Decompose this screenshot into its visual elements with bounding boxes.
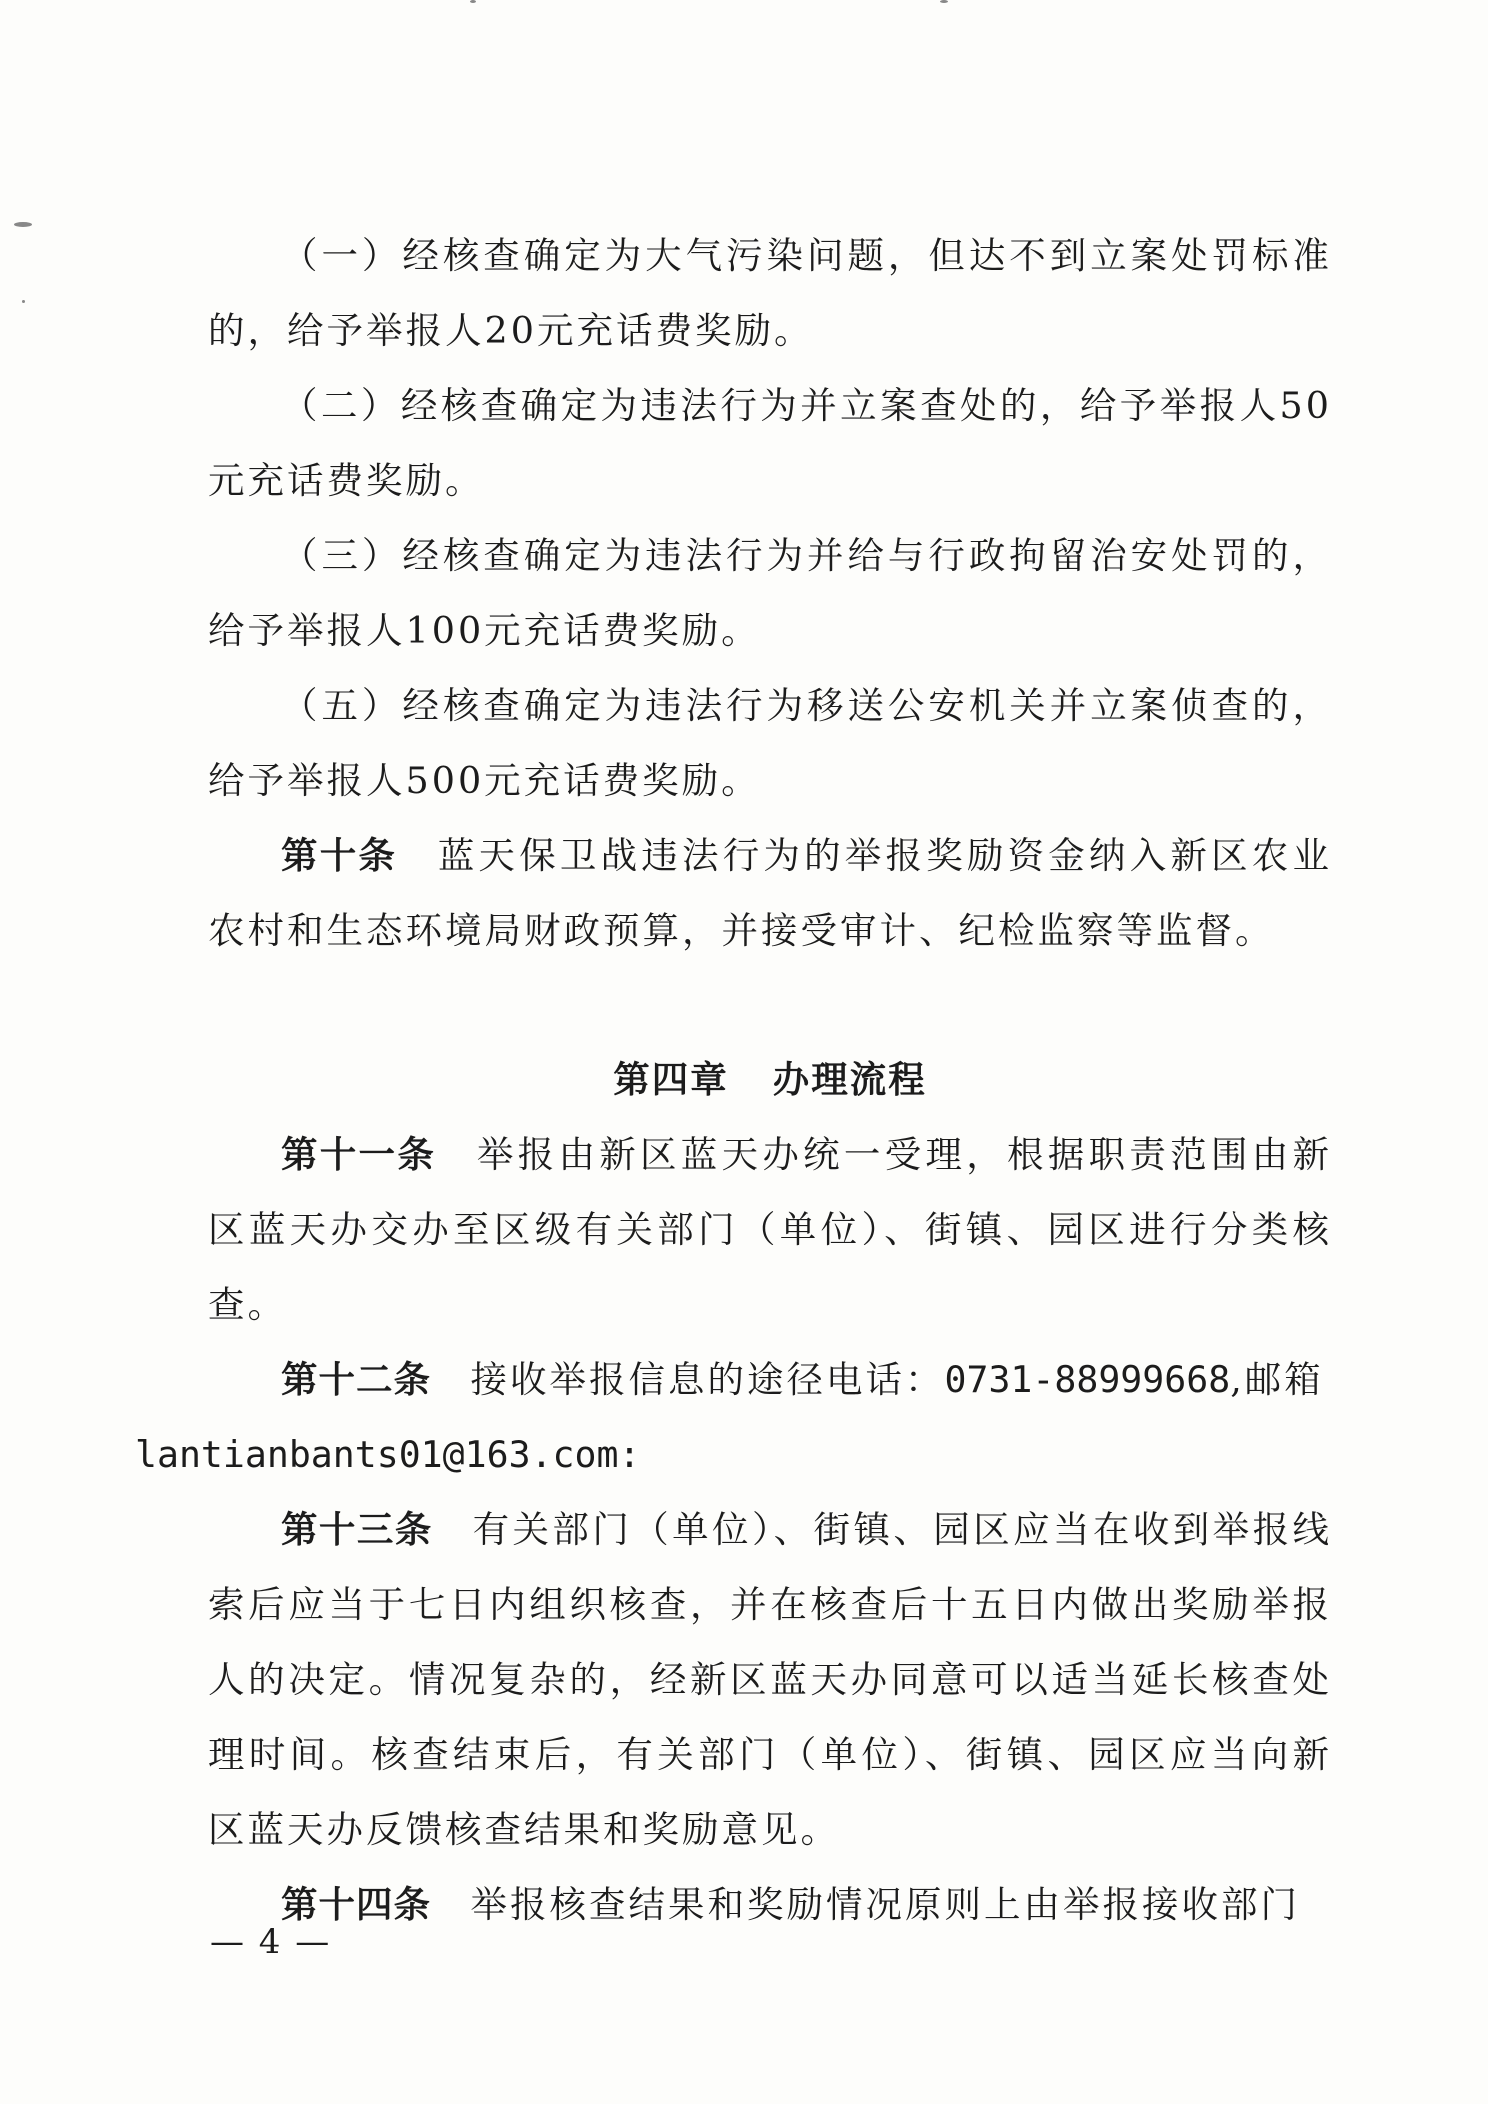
article-13 bbox=[208, 1492, 1332, 1867]
clause-1: （一）经核查确定为大气污染问题，但达不到立案处罚标准的，给予举报人20元充话费奖励。 bbox=[208, 234, 1332, 352]
email-address: lantianbants01@163.com: bbox=[135, 1433, 641, 1476]
article-12 bbox=[135, 1342, 1332, 1492]
clause-5: （五）经核查确定为违法行为移送公安机关并立案侦查的，给予举报人500元充话费奖励。 bbox=[208, 684, 1332, 802]
article-10-label: 第十条 bbox=[281, 834, 398, 877]
article-14-label: 第十四条 bbox=[281, 1883, 431, 1926]
chapter-heading bbox=[208, 1042, 1332, 1117]
page-number: — 4 — bbox=[210, 1922, 332, 1962]
article-10-text: 蓝天保卫战违法行为的举报奖励资金纳入新区农业农村和生态环境局财政预算，并接受审计、纪检监察等监督。 bbox=[208, 834, 1333, 952]
scan-speck bbox=[14, 222, 32, 227]
clause-2: （二）经核查确定为违法行为并立案查处的，给予举报人50元充话费奖励。 bbox=[208, 384, 1332, 502]
chapter-number: 第四章 bbox=[613, 1058, 729, 1101]
article-11 bbox=[208, 1117, 1332, 1342]
scan-speck bbox=[22, 300, 25, 303]
article-12-text: 接收举报信息的途径电话： bbox=[470, 1358, 945, 1401]
document-body bbox=[135, 218, 1333, 1942]
article-11-label: 第十一条 bbox=[281, 1133, 437, 1176]
article-12-mid: ,邮箱 bbox=[1230, 1358, 1324, 1401]
chapter-title: 办理流程 bbox=[772, 1058, 927, 1101]
article-11-text: 举报由新区蓝天办统一受理，根据职责范围由新区蓝天办交办至区级有关部门（单位）、街镇、园区进行分类核查。 bbox=[208, 1133, 1333, 1326]
article-13-text: 有关部门（单位）、街镇、园区应当在收到举报线索后应当于七日内组织核查，并在核查后十五日内做出奖励举报人的决定。情况复杂的，经新区蓝天办同意可以适当延长核查处理时间。核查结束后，有关部门（单位）、街镇、园区应当向新区蓝天办反馈核查结果和奖励意见。 bbox=[208, 1508, 1333, 1851]
scan-speck bbox=[470, 0, 476, 3]
article-10 bbox=[208, 818, 1332, 968]
phone-number: 0731-88999668 bbox=[944, 1358, 1231, 1401]
article-14-text: 举报核查结果和奖励情况原则上由举报接收部门 bbox=[470, 1883, 1300, 1926]
article-14 bbox=[208, 1867, 1332, 1942]
clause-3: （三）经核查确定为违法行为并给与行政拘留治安处罚的，给予举报人100元充话费奖励。 bbox=[208, 534, 1332, 652]
article-13-label: 第十三条 bbox=[281, 1508, 433, 1551]
article-12-label: 第十二条 bbox=[281, 1358, 431, 1401]
scan-speck bbox=[940, 0, 948, 3]
